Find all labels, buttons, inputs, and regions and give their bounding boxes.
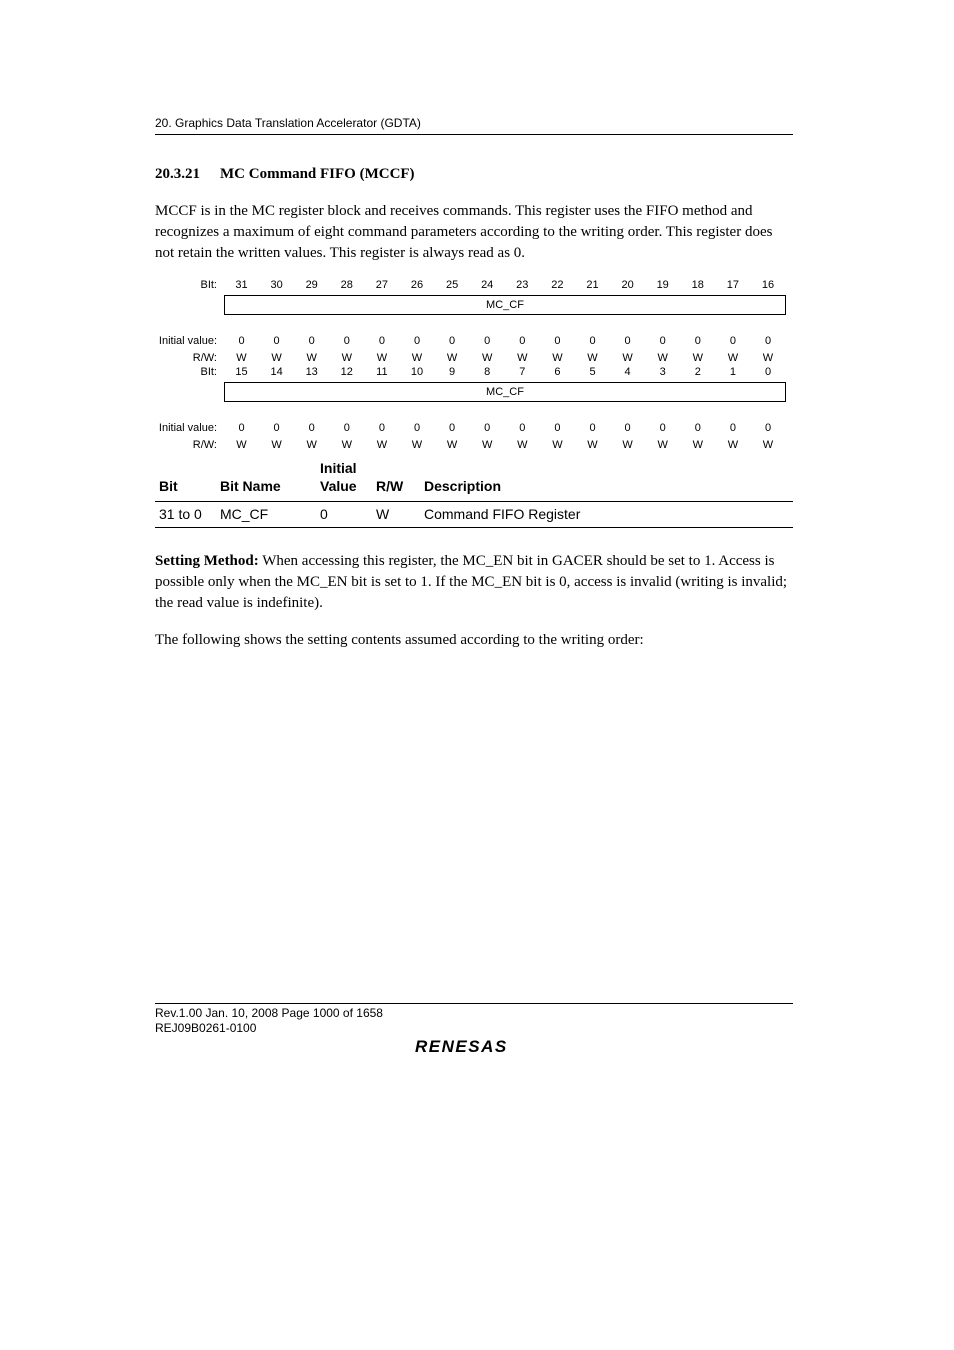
bit-number: 12 xyxy=(340,366,353,378)
rw-value: W xyxy=(552,352,563,364)
bit-number: 7 xyxy=(519,366,526,378)
footer-document-code: REJ09B0261-0100 xyxy=(155,1021,257,1035)
bit-number: 9 xyxy=(449,366,456,378)
bit-number: 19 xyxy=(656,279,669,291)
header-bit-name: Bit Name xyxy=(216,457,316,502)
initial-value: 0 xyxy=(729,335,736,347)
rw-value: W xyxy=(622,352,633,364)
rw-label: R/W: xyxy=(192,352,217,364)
initial-value: 0 xyxy=(694,422,701,434)
rw-value: W xyxy=(727,439,739,451)
initial-value: 0 xyxy=(238,335,245,347)
rw-value: W xyxy=(236,439,247,451)
register-lower xyxy=(155,366,795,455)
rw-value: W xyxy=(376,352,388,364)
bit-number: 23 xyxy=(516,279,529,291)
bit-number: 28 xyxy=(340,279,353,291)
initial-value: 0 xyxy=(729,422,736,434)
cell-description: Command FIFO Register xyxy=(420,502,793,528)
initial-value: 0 xyxy=(484,422,491,434)
initial-value: 0 xyxy=(554,335,561,347)
initial-value: 0 xyxy=(589,422,596,434)
cell-rw: W xyxy=(372,502,420,528)
header-rw: R/W xyxy=(372,457,420,502)
rw-value: W xyxy=(411,439,423,451)
bit-number: 20 xyxy=(621,279,634,291)
initial-value-row xyxy=(155,335,795,351)
rw-value: W xyxy=(517,439,528,451)
field-box-mc-cf: MC_CF xyxy=(224,382,786,402)
rw-value: W xyxy=(306,352,317,364)
table-header-row xyxy=(155,457,793,502)
bit-description-table xyxy=(155,457,793,528)
rw-value: W xyxy=(587,352,598,364)
initial-value: 0 xyxy=(378,422,385,434)
field-box-mc-cf: MC_CF xyxy=(224,295,786,315)
cell-initial: 0 xyxy=(316,502,372,528)
initial-value-label: Initial value: xyxy=(158,422,217,434)
bit-number: 29 xyxy=(305,279,318,291)
rw-label: R/W: xyxy=(192,439,217,451)
rw-value: W xyxy=(306,439,317,451)
bit-number: 24 xyxy=(481,279,494,291)
rw-value: W xyxy=(481,352,493,364)
bit-number: 22 xyxy=(551,279,564,291)
initial-value-row xyxy=(155,422,795,438)
bit-number: 15 xyxy=(235,366,248,378)
rw-value: W xyxy=(692,439,703,451)
cell-bit-name: MC_CF xyxy=(216,502,316,528)
initial-value: 0 xyxy=(449,335,456,347)
rw-value: W xyxy=(376,439,388,451)
rw-value: W xyxy=(481,439,493,451)
bit-number: 31 xyxy=(235,279,248,291)
bit-number: 4 xyxy=(624,366,631,378)
initial-value-label: Initial value: xyxy=(158,335,217,347)
initial-value: 0 xyxy=(273,335,280,347)
rw-value: W xyxy=(657,352,668,364)
setting-method-label: Setting Method: xyxy=(155,553,259,569)
initial-value: 0 xyxy=(413,335,421,347)
header-description: Description xyxy=(420,457,793,502)
bit-label: BIt: xyxy=(200,279,217,291)
bit-number: 5 xyxy=(589,366,596,378)
rw-value: W xyxy=(762,352,774,364)
bit-number: 16 xyxy=(761,279,775,291)
running-header: 20. Graphics Data Translation Accelerator (GDTA) xyxy=(155,116,793,135)
rw-value: W xyxy=(517,352,528,364)
section-number: 20.3.21 xyxy=(155,166,200,182)
initial-value: 0 xyxy=(764,422,772,434)
setting-method-text: When accessing this register, the MC_EN bit in GACER should be set to 1. Access is possible only when the MC_EN bit is set to 1. If the MC_EN bit is 0, access is invalid (writing is invalid; the read value is indefinite). xyxy=(155,553,788,611)
bit-number: 2 xyxy=(694,366,701,378)
initial-value: 0 xyxy=(413,422,421,434)
section-title xyxy=(155,166,415,183)
bit-number: 6 xyxy=(554,366,561,378)
setting-method-paragraph xyxy=(155,551,795,614)
renesas-logo xyxy=(413,1035,533,1057)
initial-value: 0 xyxy=(378,335,385,347)
bit-number: 18 xyxy=(691,279,704,291)
bit-number: 8 xyxy=(484,366,491,378)
rw-value: W xyxy=(692,352,703,364)
bit-number: 10 xyxy=(410,366,424,378)
initial-value: 0 xyxy=(589,335,596,347)
footer-revision: Rev.1.00 Jan. 10, 2008 Page 1000 of 1658 xyxy=(155,1006,383,1020)
initial-value: 0 xyxy=(238,422,245,434)
page-footer xyxy=(155,1003,793,1036)
rw-value: W xyxy=(446,439,458,451)
rw-value: W xyxy=(552,439,563,451)
initial-value: 0 xyxy=(764,335,772,347)
logo-text: RENESAS xyxy=(415,1037,508,1056)
bit-label: BIt: xyxy=(200,366,217,378)
initial-value: 0 xyxy=(484,335,491,347)
rw-value: W xyxy=(727,352,739,364)
rw-value: W xyxy=(236,352,247,364)
initial-value: 0 xyxy=(519,422,526,434)
section-heading: MC Command FIFO (MCCF) xyxy=(220,166,415,182)
initial-value: 0 xyxy=(308,422,315,434)
cell-bit: 31 to 0 xyxy=(155,502,216,528)
bit-number: 14 xyxy=(270,366,283,378)
header-initial-line2: Value xyxy=(320,478,357,494)
rw-value: W xyxy=(622,439,633,451)
initial-value: 0 xyxy=(449,422,456,434)
header-initial-line1: Initial xyxy=(320,460,357,476)
initial-value: 0 xyxy=(554,422,561,434)
rw-value: W xyxy=(762,439,774,451)
bit-number-row xyxy=(155,279,795,295)
initial-value: 0 xyxy=(694,335,701,347)
rw-value: W xyxy=(587,439,598,451)
bit-number: 26 xyxy=(410,279,424,291)
register-upper xyxy=(155,279,795,368)
bit-number: 0 xyxy=(764,366,772,378)
initial-value: 0 xyxy=(624,335,631,347)
header-initial-value xyxy=(316,457,372,502)
rw-value: W xyxy=(341,352,352,364)
bit-number: 25 xyxy=(445,279,459,291)
rw-value: W xyxy=(271,352,282,364)
bit-number: 1 xyxy=(729,366,736,378)
bit-number: 17 xyxy=(726,279,740,291)
bit-number: 21 xyxy=(586,279,599,291)
initial-value: 0 xyxy=(343,335,350,347)
rw-value: W xyxy=(657,439,668,451)
bit-number: 3 xyxy=(659,366,666,378)
bit-number: 11 xyxy=(376,366,388,378)
rw-value: W xyxy=(411,352,423,364)
following-paragraph: The following shows the setting contents assumed according to the writing order: xyxy=(155,632,644,648)
initial-value: 0 xyxy=(519,335,526,347)
initial-value: 0 xyxy=(659,422,666,434)
bit-number: 30 xyxy=(270,279,283,291)
bit-number: 13 xyxy=(305,366,318,378)
bit-number: 27 xyxy=(375,279,389,291)
initial-value: 0 xyxy=(273,422,280,434)
initial-value: 0 xyxy=(343,422,350,434)
intro-paragraph: MCCF is in the MC register block and receives commands. This register uses the FIFO method and recognizes a maximum of eight command parameters according to the writing order. This register does not retain the written values. This register is always read as 0. xyxy=(155,203,773,261)
bit-number-row xyxy=(155,366,795,382)
initial-value: 0 xyxy=(624,422,631,434)
rw-value: W xyxy=(271,439,282,451)
initial-value: 0 xyxy=(308,335,315,347)
rw-value: W xyxy=(341,439,352,451)
rw-value: W xyxy=(446,352,458,364)
header-bit: Bit xyxy=(155,457,216,502)
initial-value: 0 xyxy=(659,335,666,347)
rw-row xyxy=(155,439,795,455)
table-row xyxy=(155,502,793,528)
